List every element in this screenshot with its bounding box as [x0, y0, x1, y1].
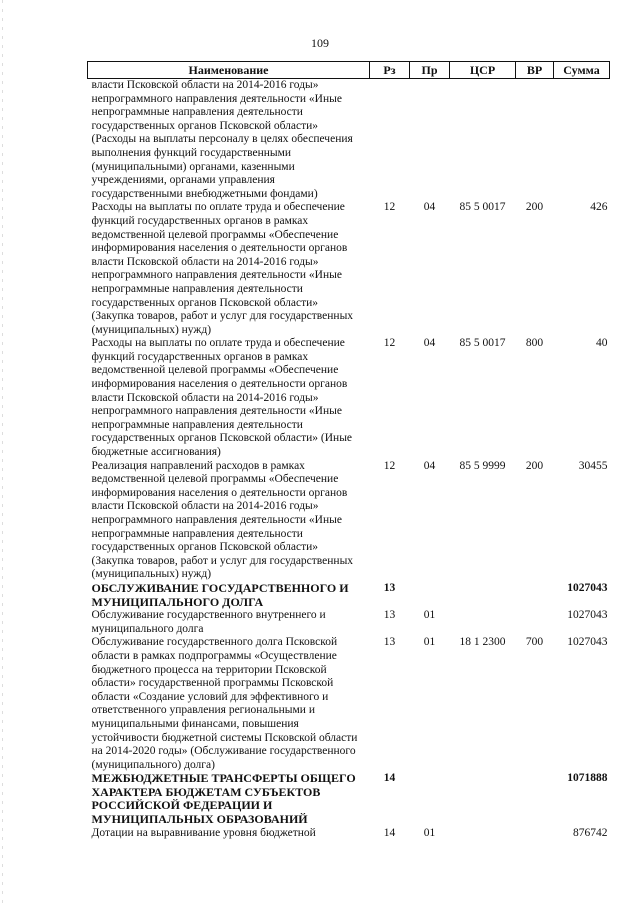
row-pr: 01 [423, 636, 436, 649]
row-name: Обслуживание государственного долга Псковской области в рамках подпрограммы «Осуществление бюджетного процесса на территории Псковской области» государственной программы Псковской области «Создание условий для эффективного и ответственного управления региональными и муниципальными финансами, повышения устойчивости бюджетной системы Псковской области на 2014-2020 годы» (Обслуживание государственного (муниципального) долга) [91, 636, 358, 771]
row-sum: 30455 [578, 459, 608, 472]
row-vr: 700 [525, 636, 544, 649]
row-pr [410, 79, 450, 202]
row-name: Расходы на выплаты по оплате труда и обеспечение функций государственных органов в рамках ведомственной целевой программы «Обеспечение информирования населения о деятельности органов власти Псковской области на 2014-2016 годы» непрограммного направления деятельности «Иные непрограммные направления деятельности государственных органов Псковской области» (Закупка товаров, работ и услуг для государственных (муниципальных) нужд) [91, 201, 354, 336]
table-row [88, 636, 610, 772]
table-header-row [88, 62, 610, 79]
row-vr: 200 [525, 459, 544, 472]
header-rz: Рз [370, 62, 410, 79]
row-csr [450, 772, 516, 826]
row-pr: 04 [423, 201, 436, 214]
row-pr: 04 [423, 459, 436, 472]
row-rz: 14 [383, 772, 396, 785]
row-rz: 12 [383, 201, 396, 214]
row-sum: 1027043 [567, 609, 608, 622]
row-csr [450, 609, 516, 636]
row-vr [516, 79, 554, 202]
row-pr: 04 [423, 337, 436, 350]
header-pr: Пр [410, 62, 450, 79]
row-pr [410, 772, 450, 826]
row-rz: 14 [383, 826, 396, 839]
row-pr: 01 [423, 609, 436, 622]
budget-table [87, 61, 610, 840]
row-vr [516, 582, 554, 609]
row-rz: 12 [383, 337, 396, 350]
row-csr [450, 582, 516, 609]
section-sum: 1027043 [567, 581, 608, 594]
row-name: Расходы на выплаты по оплате труда и обеспечение функций государственных органов в рамках ведомственной целевой программы «Обеспечение информирования населения о деятельности органов власти Псковской области на 2014-2016 годы» непрограммного направления деятельности «Иные непрограммные направления деятельности государственных органов Псковской области» (Иные бюджетные ассигнования) [91, 337, 353, 459]
row-name: Реализация направлений расходов в рамках ведомственной целевой программы «Обеспечение информирования населения о деятельности органов власти Псковской области на 2014-2016 годы» непрограммного направления деятельности «Иные непрограммные направления деятельности государственных органов Псковской области» (Закупка товаров, работ и услуг для государственных (муниципальных) нужд) [91, 459, 354, 581]
row-vr [516, 827, 554, 841]
row-rz: 12 [383, 459, 396, 472]
row-rz [370, 79, 410, 202]
row-pr [410, 582, 450, 609]
row-name: власти Псковской области на 2014-2016 годы» непрограммного направления деятельности «Иные непрограммные направления деятельности государственных органов Псковской области» (Расходы на выплаты персоналу в целях обеспечения выполнения функций государственными (муниципальными) органами, казенными учреждениями, органами управления государственными внебюджетными фондами) [91, 79, 353, 200]
table-row [88, 337, 610, 459]
table-row [88, 79, 610, 202]
header-csr: ЦСР [450, 62, 516, 79]
header-vr: ВР [516, 62, 554, 79]
row-name: Дотации на выравнивание уровня бюджетной [91, 826, 316, 839]
header-name: Наименование [88, 62, 370, 79]
section-name: МЕЖБЮДЖЕТНЫЕ ТРАНСФЕРТЫ ОБЩЕГО ХАРАКТЕРА БЮДЖЕТАМ СУБЪЕКТОВ РОССИЙСКОЙ ФЕДЕРАЦИИ И МУНИЦИПАЛЬНЫХ ОБРАЗОВАНИЙ [91, 771, 356, 827]
section-row [88, 582, 610, 609]
header-sum: Сумма [554, 62, 610, 79]
row-sum [554, 79, 610, 202]
row-csr: 85 5 0017 [459, 201, 506, 214]
row-vr: 800 [525, 337, 544, 350]
table-row [88, 201, 610, 337]
row-sum: 876742 [573, 826, 608, 839]
row-csr: 85 5 0017 [459, 337, 506, 350]
table-row [88, 827, 610, 841]
row-csr: 85 5 9999 [459, 459, 506, 472]
row-vr [516, 609, 554, 636]
row-sum: 1027043 [567, 636, 608, 649]
row-vr: 200 [525, 201, 544, 214]
row-sum: 426 [590, 201, 608, 214]
section-name: ОБСЛУЖИВАНИЕ ГОСУДАРСТВЕННОГО И МУНИЦИПАЛЬНОГО ДОЛГА [91, 580, 349, 609]
section-sum: 1071888 [567, 772, 608, 785]
table-row [88, 460, 610, 582]
row-csr [450, 827, 516, 841]
row-pr: 01 [423, 826, 436, 839]
row-sum: 40 [596, 337, 608, 350]
row-csr: 18 1 2300 [459, 636, 506, 649]
scan-edge-artifact [2, 0, 3, 905]
section-row [88, 772, 610, 826]
row-csr [450, 79, 516, 202]
row-vr [516, 772, 554, 826]
row-rz: 13 [383, 609, 396, 622]
page-number: 109 [311, 36, 329, 50]
row-rz: 13 [383, 636, 396, 649]
row-name: Обслуживание государственного внутреннего и муниципального долга [91, 609, 326, 635]
row-rz: 13 [383, 581, 396, 594]
table-row [88, 609, 610, 636]
